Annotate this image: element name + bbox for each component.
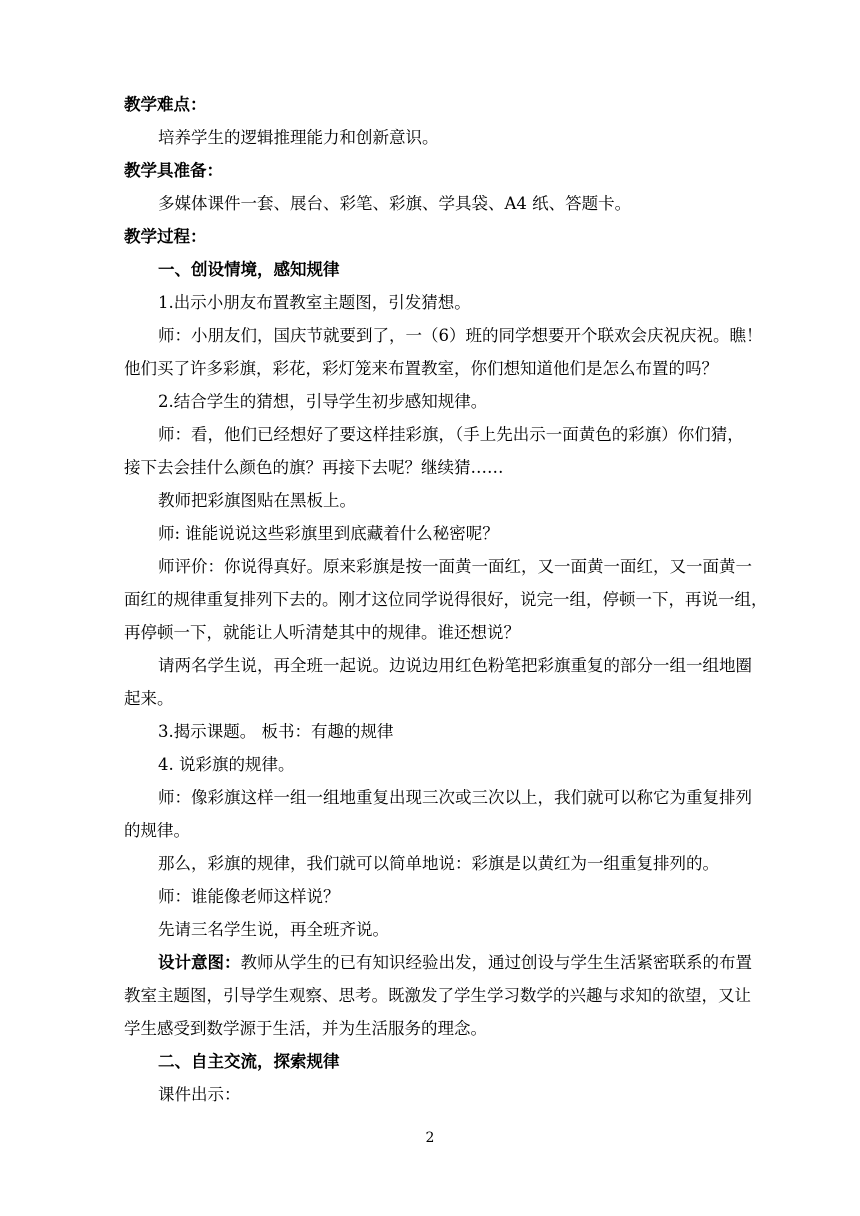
- paragraph: 的规律。: [124, 821, 190, 840]
- paragraph: 面红的规律重复排列下去的。刚才这位同学说得很好，说完一组，停顿一下，再说一组，: [124, 590, 768, 609]
- page-number: 2: [425, 1130, 435, 1146]
- paragraph: 师：谁能像老师这样说？: [158, 887, 340, 906]
- paragraph: 学生感受到数学源于生活，并为生活服务的理念。: [124, 1019, 487, 1038]
- design-intent-text: 教师从学生的已有知识经验出发，通过创设与学生生活紧密联系的布置: [240, 953, 752, 972]
- paragraph: 培养学生的逻辑推理能力和创新意识。: [158, 128, 439, 147]
- paragraph: 1.出示小朋友布置教室主题图，引发猜想。: [158, 293, 471, 312]
- paragraph: 先请三名学生说，再全班齐说。: [158, 920, 389, 939]
- paragraph: 师：小朋友们，国庆节就要到了，一（6）班的同学想要开个联欢会庆祝庆祝。瞧！: [158, 326, 763, 345]
- section-heading-1: 一、创设情境，感知规律: [158, 260, 340, 279]
- paragraph: 课件出示：: [158, 1085, 241, 1104]
- paragraph: 再停顿一下，就能让人听清楚其中的规律。谁还想说？: [124, 623, 520, 642]
- paragraph: 接下去会挂什么颜色的旗？再接下去呢？继续猜……: [124, 458, 504, 477]
- heading-difficulty: 教学难点：: [124, 95, 207, 114]
- heading-materials: 教学具准备：: [124, 161, 223, 180]
- design-intent-line: [158, 953, 752, 973]
- paragraph: 他们买了许多彩旗，彩花，彩灯笼来布置教室，你们想知道他们是怎么布置的吗？: [124, 359, 718, 378]
- paragraph: 2.结合学生的猜想，引导学生初步感知规律。: [158, 392, 488, 411]
- paragraph: 师：像彩旗这样一组一组地重复出现三次或三次以上，我们就可以称它为重复排列: [158, 788, 752, 807]
- paragraph: 师：看，他们已经想好了要这样挂彩旗，（手上先出示一面黄色的彩旗）你们猜，: [158, 425, 744, 444]
- paragraph: 请两名学生说，再全班一起说。边说边用红色粉笔把彩旗重复的部分一组一组地圈: [158, 656, 752, 675]
- heading-process: 教学过程：: [124, 227, 207, 246]
- paragraph: 起来。: [124, 689, 174, 708]
- paragraph: 师: 谁能说说这些彩旗里到底藏着什么秘密呢？: [158, 524, 499, 543]
- paragraph: 多媒体课件一套、展台、彩笔、彩旗、学具袋、A4 纸、答题卡。: [158, 194, 632, 213]
- paragraph: 教师把彩旗图贴在黑板上。: [158, 491, 356, 510]
- paragraph: 师评价：你说得真好。原来彩旗是按一面黄一面红，又一面黄一面红，又一面黄一: [158, 557, 752, 576]
- section-heading-2: 二、自主交流，探索规律: [158, 1052, 340, 1071]
- paragraph: 教室主题图，引导学生观察、思考。既激发了学生学习数学的兴趣与求知的欲望，又让: [124, 986, 751, 1005]
- paragraph: 3.揭示课题。 板书：有趣的规律: [158, 722, 394, 741]
- paragraph: 4. 说彩旗的规律。: [158, 755, 295, 774]
- design-intent-label: 设计意图：: [158, 953, 241, 972]
- paragraph: 那么，彩旗的规律，我们就可以简单地说：彩旗是以黄红为一组重复排列的。: [158, 854, 719, 873]
